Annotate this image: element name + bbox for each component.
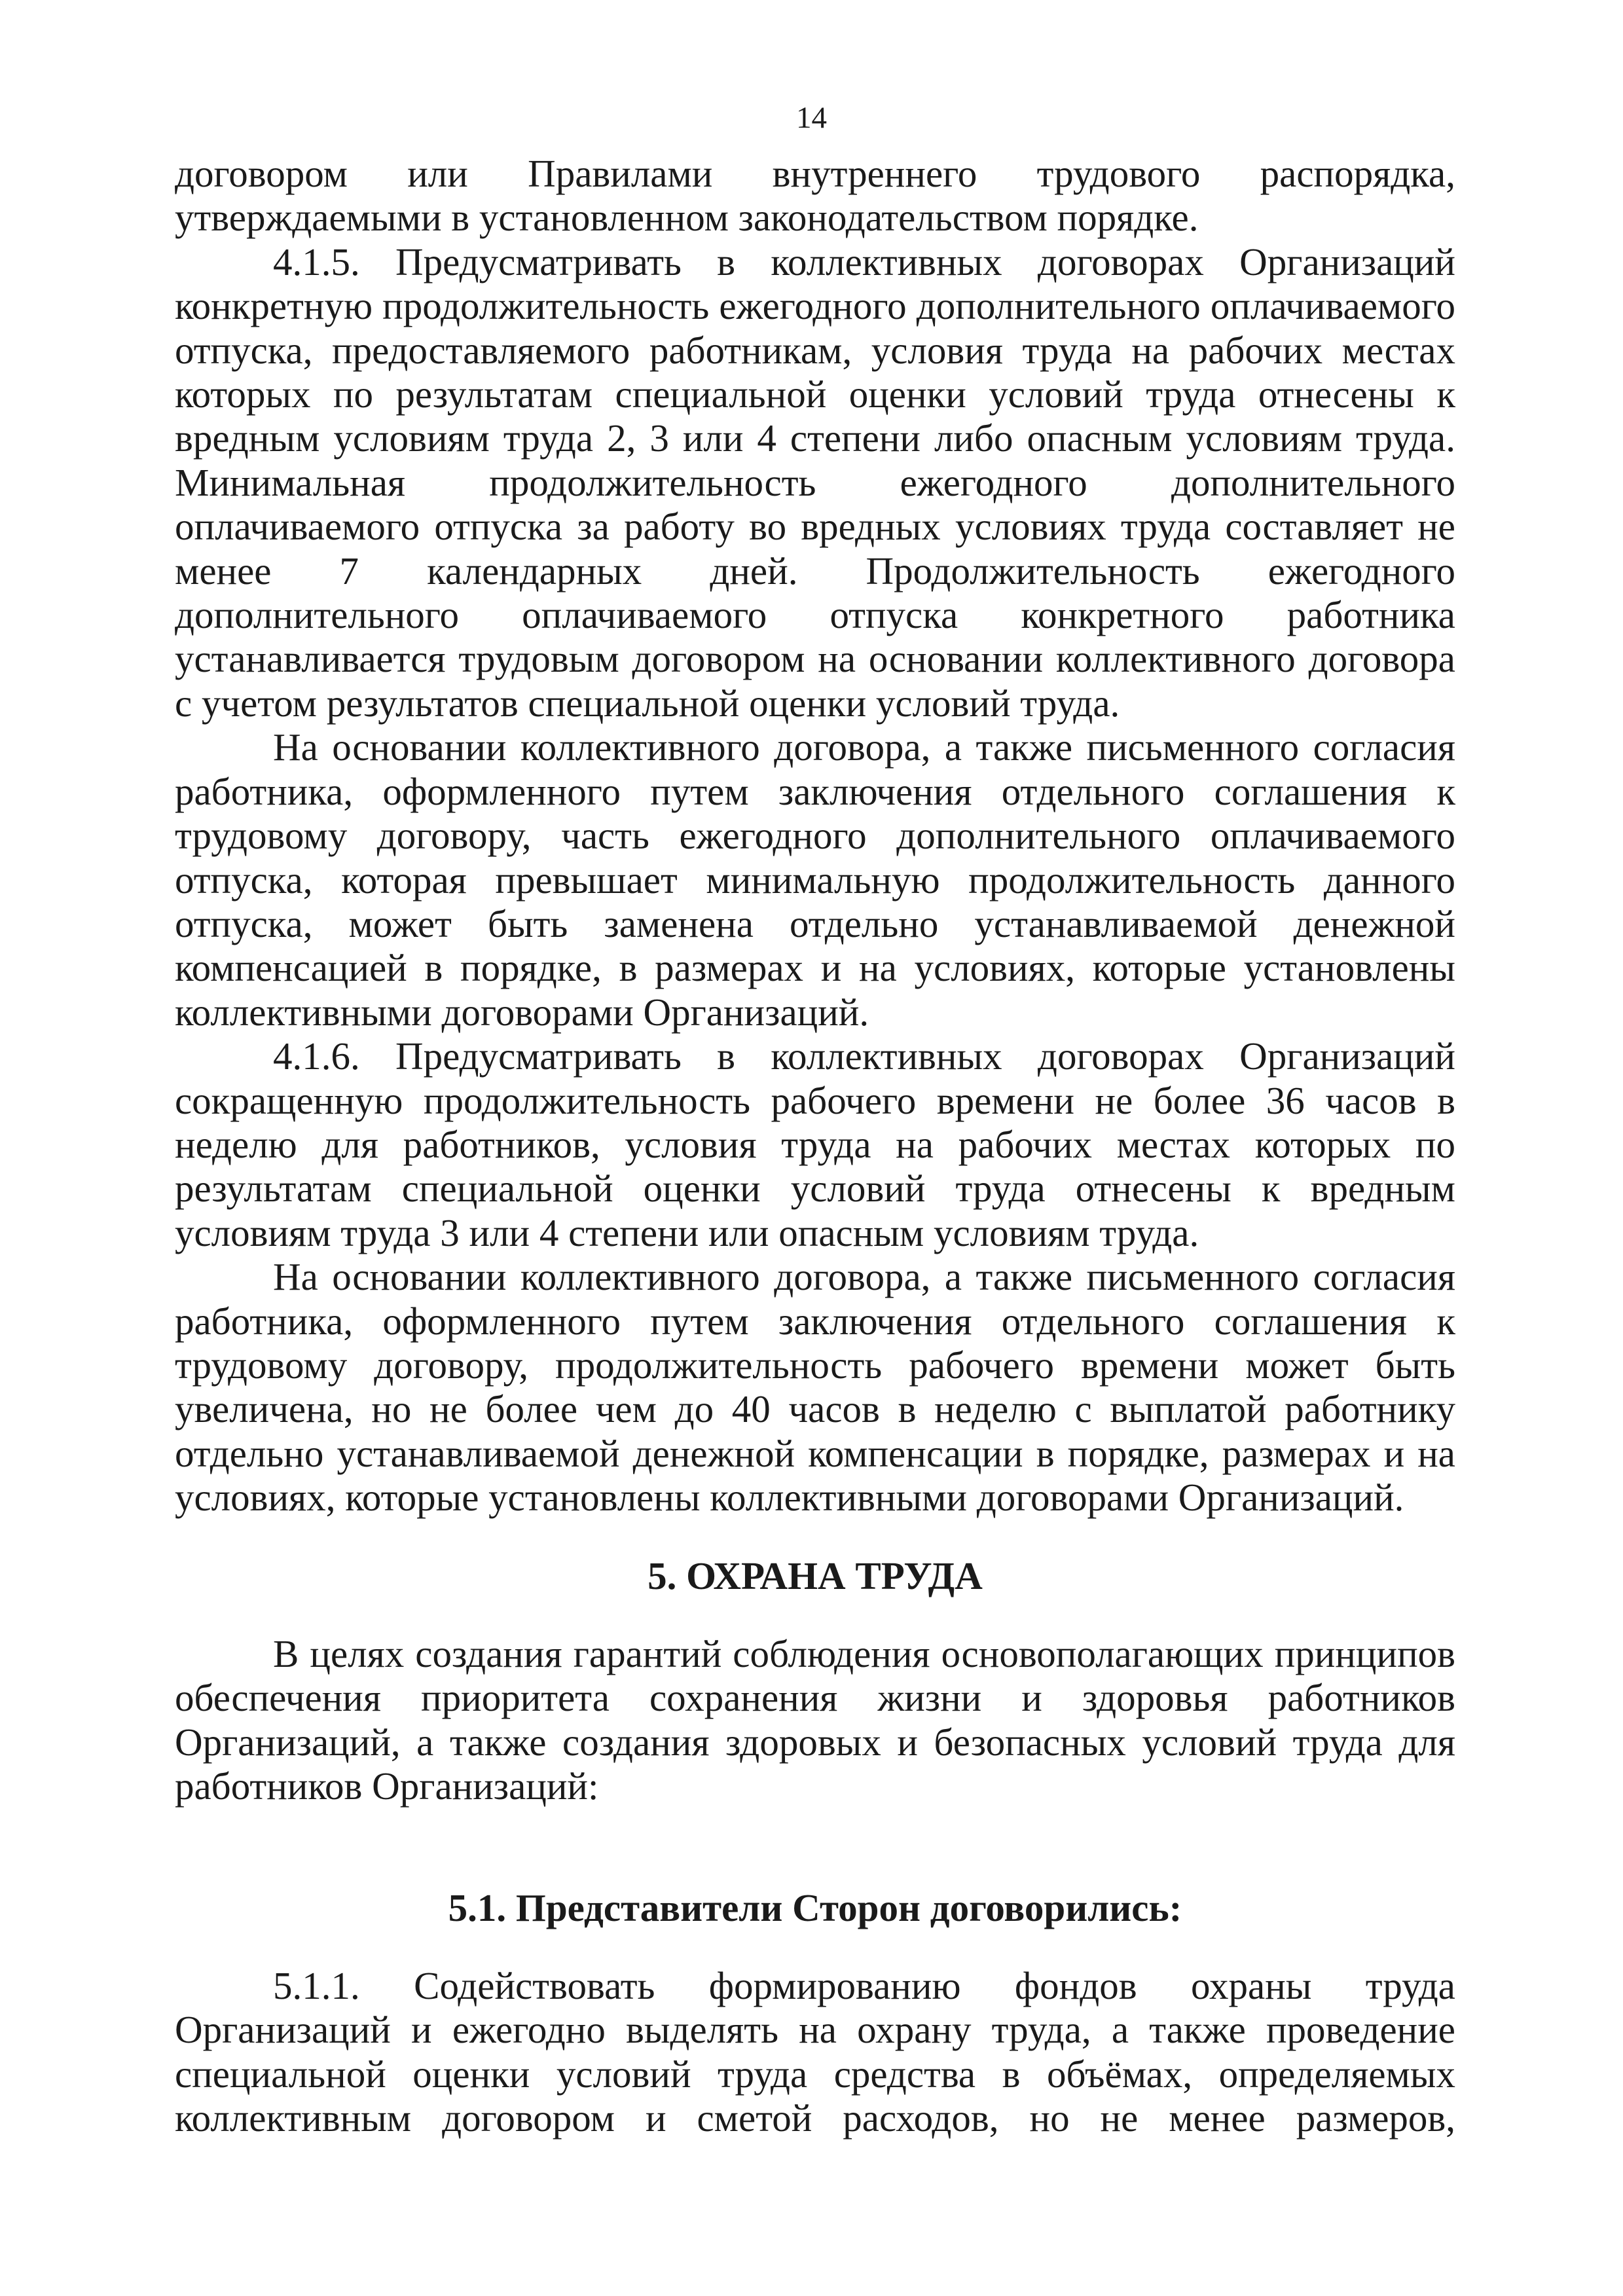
section-heading-labor-protection: 5. ОХРАНА ТРУДА — [647, 1554, 983, 1597]
paragraph-5-1-1: 5.1.1. Содействовать формированию фондов охраны труда Организаций и ежегодно выделять на охрану труда, а также проведение специальной оценки условий труда средства в объёмах, определяемых коллективным договором и сметой расходов, но не менее размеров, — [175, 1964, 1455, 2140]
subsection-heading-parties-agreed: 5.1. Представители Сторон договорились: — [448, 1886, 1182, 1929]
document-body — [175, 152, 1455, 2141]
paragraph-labor-protection-intro: В целях создания гарантий соблюдения основополагающих принципов обеспечения приоритета сохранения жизни и здоровья работников Организаций, а также создания здоровых и безопасных условий труда для работников Организаций: — [175, 1632, 1455, 1808]
paragraph-compensation: На основании коллективного договора, а также письменного согласия работника, оформленного путем заключения отдельного соглашения к трудовому договору, часть ежегодного дополнительного оплачиваемого отпуска, которая превышает минимальную продолжительность данного отпуска, может быть заменена отдельно устанавливаемой денежной компенсацией в порядке, в размерах и на условиях, которые установлены коллективными договорами Организаций. — [175, 725, 1455, 1034]
paragraph-continuation: договором или Правилами внутреннего трудового распорядка, утверждаемыми в установленном законодательством порядке. — [175, 152, 1455, 240]
paragraph-4-1-5: 4.1.5. Предусматривать в коллективных договорах Организаций конкретную продолжительность ежегодного дополнительного оплачиваемого отпуска, предоставляемого работникам, условия труда на рабочих местах которых по результатам специальной оценки условий труда отнесены к вредным условиям труда 2, 3 или 4 степени либо опасным условиям труда. Минимальная продолжительность ежегодного дополнительного оплачиваемого отпуска за работу во вредных условиях труда составляет не менее 7 календарных дней. Продолжительность ежегодного дополнительного оплачиваемого отпуска конкретного работника устанавливается трудовым договором на основании коллективного договора с учетом результатов специальной оценки условий труда. — [175, 240, 1455, 725]
paragraph-4-1-6: 4.1.6. Предусматривать в коллективных договорах Организаций сокращенную продолжительность рабочего времени не более 36 часов в неделю для работников, условия труда на рабочих местах которых по результатам специальной оценки условий труда отнесены к вредным условиям труда 3 или 4 степени или опасным условиям труда. — [175, 1034, 1455, 1254]
paragraph-working-time: На основании коллективного договора, а также письменного согласия работника, оформленного путем заключения отдельного соглашения к трудовому договору, продолжительность рабочего времени может быть увеличена, но не более чем до 40 часов в неделю с выплатой работнику отдельно устанавливаемой денежной компенсации в порядке, размерах и на условиях, которые установлены коллективными договорами Организаций. — [175, 1255, 1455, 1520]
page-number: 14 — [796, 101, 827, 135]
